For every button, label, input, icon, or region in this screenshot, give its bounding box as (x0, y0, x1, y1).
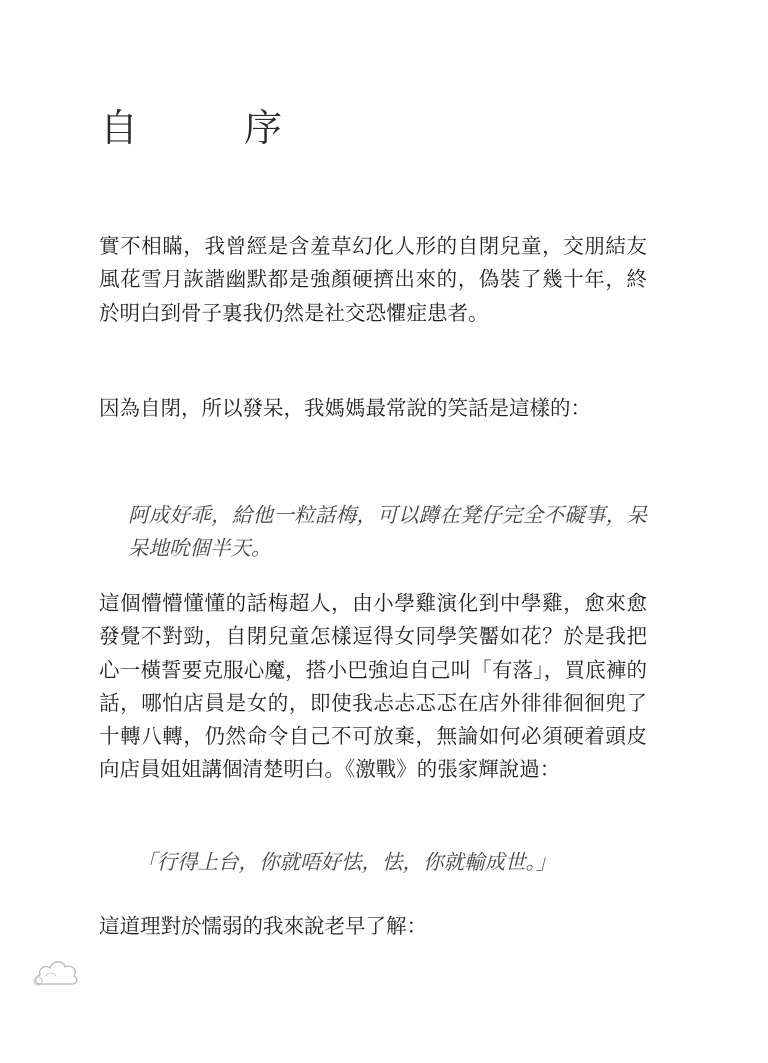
body-paragraph: 這道理對於懦弱的我來說老早了解： (99, 914, 427, 938)
body-paragraph: 因為自閉，所以發呆，我媽媽最常說的笑話是這樣的： (99, 396, 591, 420)
body-paragraph: 這個懵懵懂懂的話梅超人，由小學雞演化到中學雞，愈來愈發覺不對勁，自閉兒童怎樣逗得女同學笑靨如花？於是我把心一橫誓要克服心魔，搭小巴強迫自己叫「有落」，買底褲的話，哪怕店員是女的，即使我忐忐忑忑在店外徘徘徊徊兜了十轉八轉，仍然命令自己不可放棄，無論如何必須硬着頭皮向店員姐姐講個清楚明白。《激戰》的張家輝說過： (99, 591, 647, 782)
block-quote: 阿成好乖，給他一粒話梅，可以蹲在凳仔完全不礙事，呆呆地吮個半天。 (128, 503, 647, 561)
block-quote: 「行得上台，你就唔好怯，怯，你就輸成世。」 (136, 850, 557, 874)
cloud-icon (32, 950, 80, 990)
page-title: 自 序 (100, 106, 317, 150)
body-paragraph: 實不相瞞，我曾經是含羞草幻化人形的自閉兒童，交朋結友風花雪月詼諧幽默都是強顏硬擠出來的，偽裝了幾十年，終於明白到骨子裏我仍然是社交恐懼症患者。 (99, 234, 647, 325)
